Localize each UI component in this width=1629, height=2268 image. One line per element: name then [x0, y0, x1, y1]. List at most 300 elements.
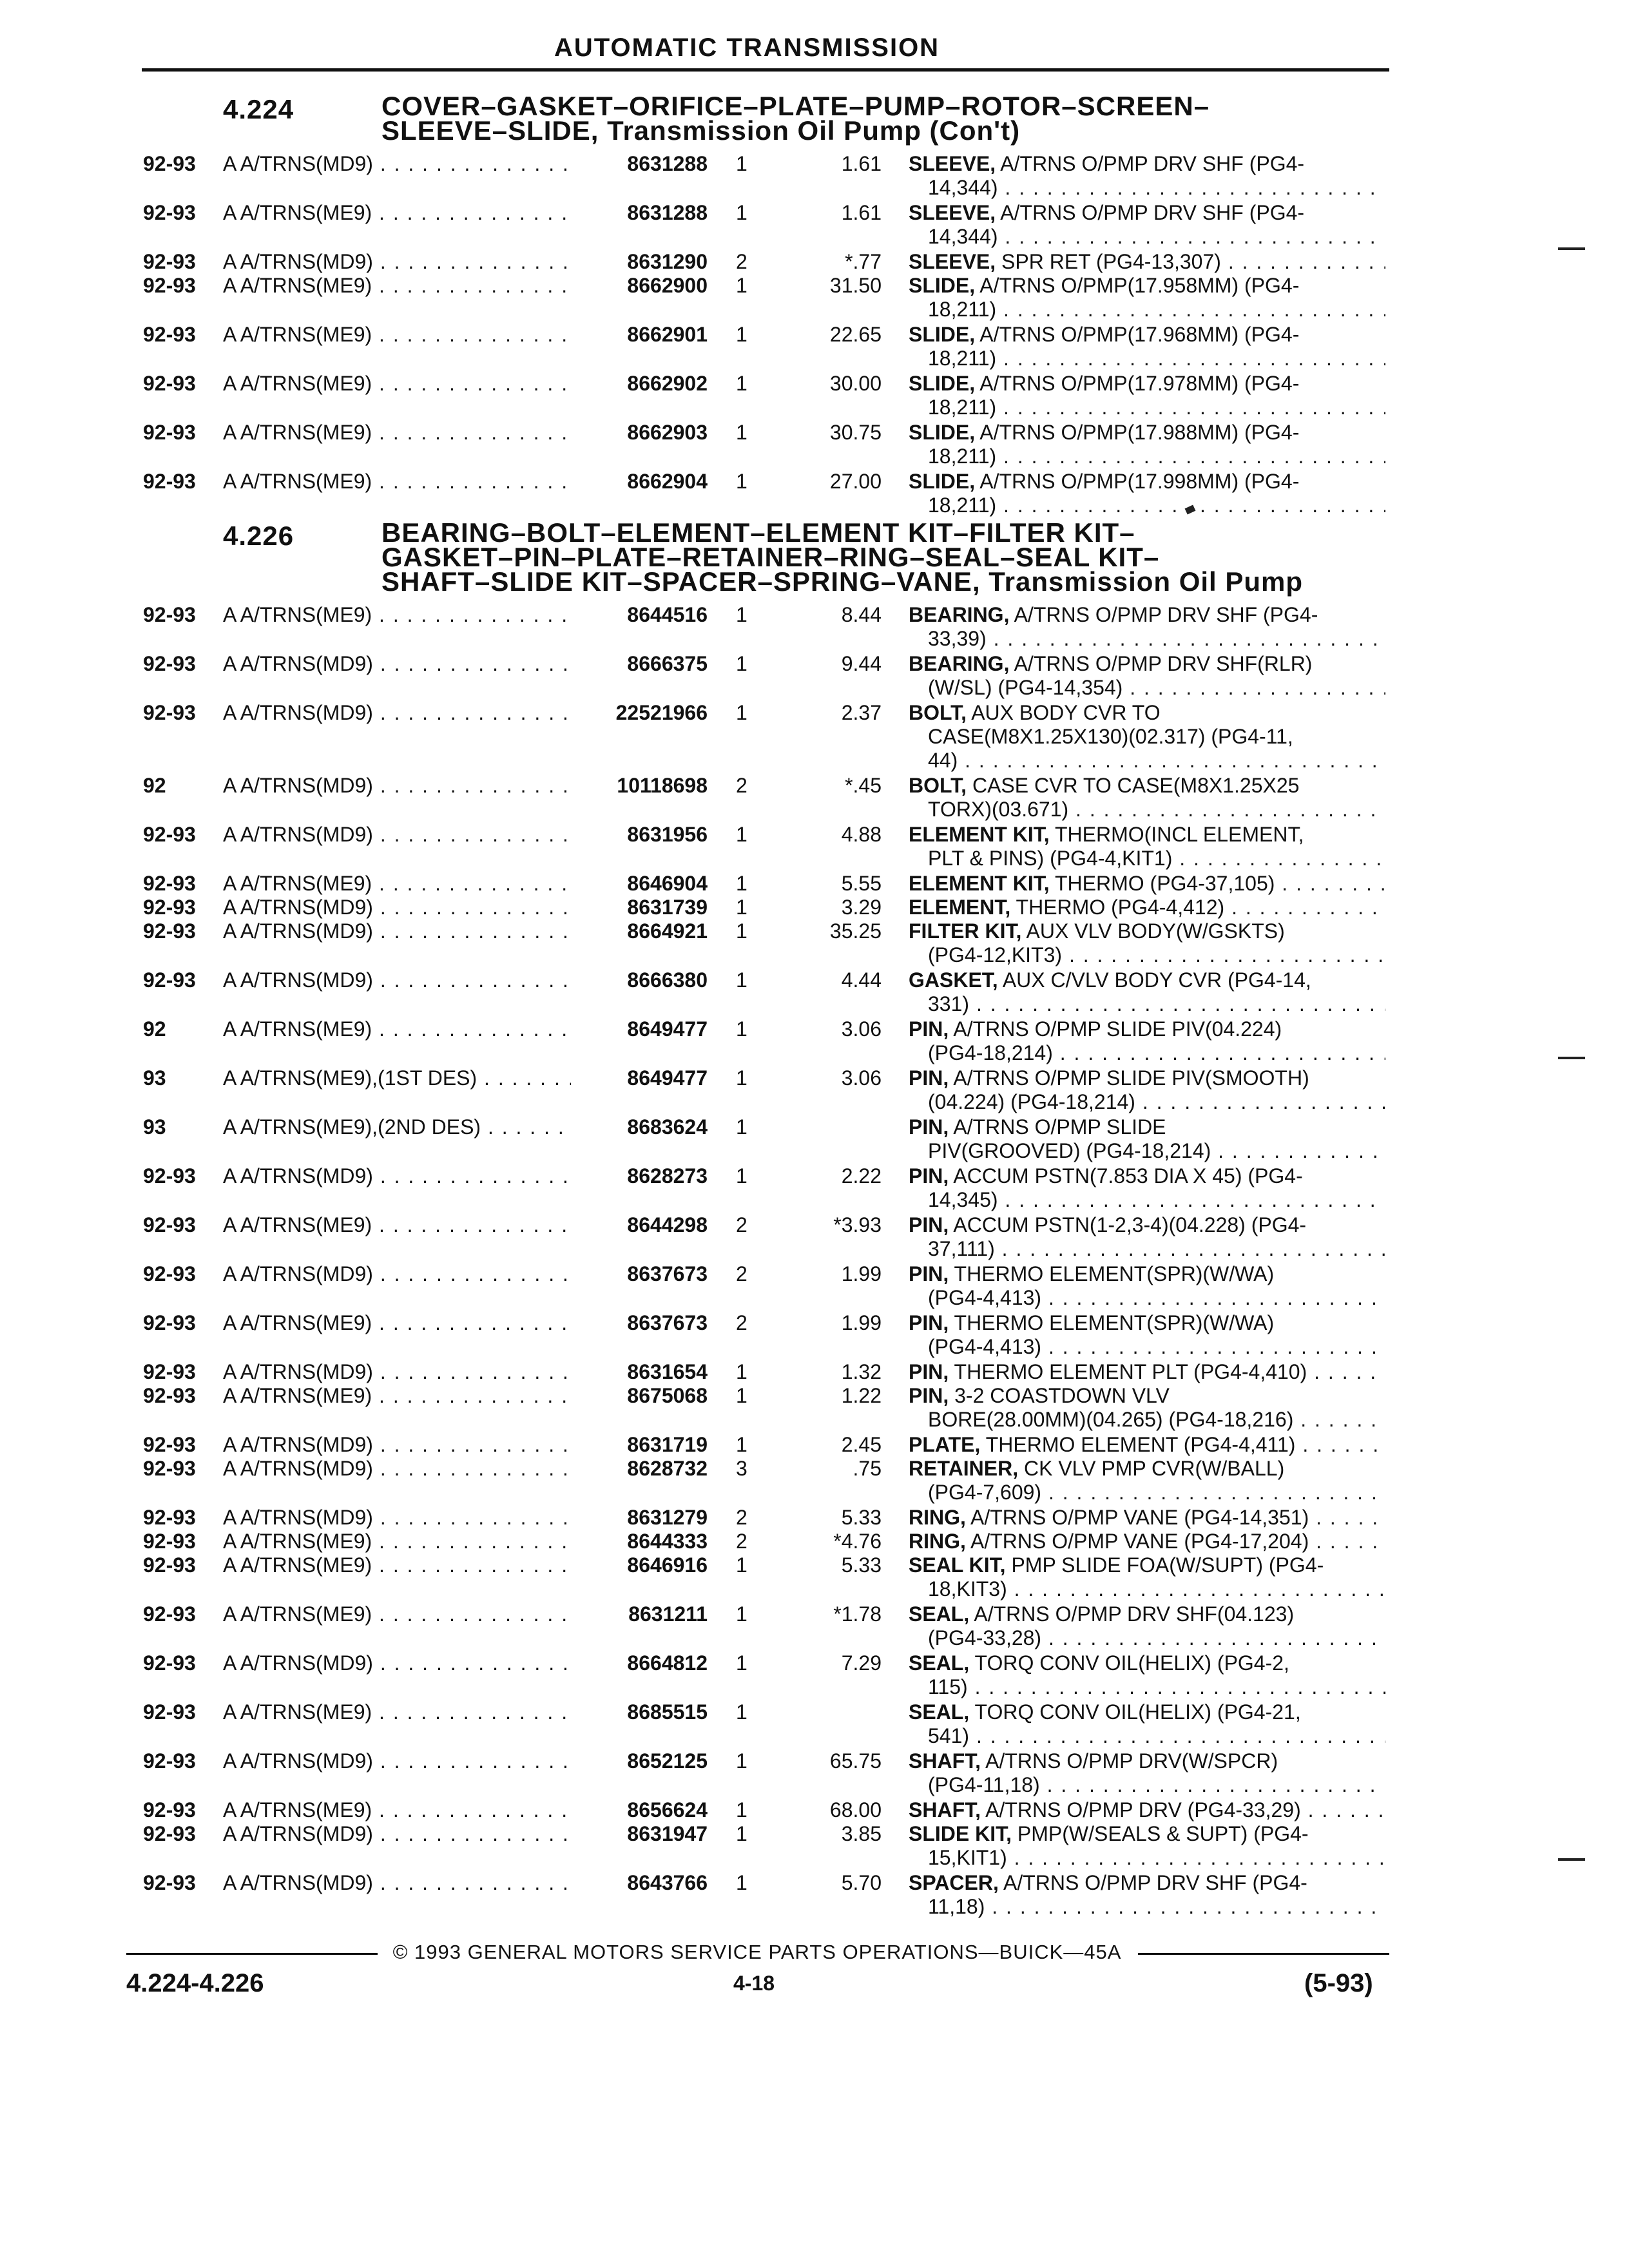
- description-line: 18,211) . . .: [909, 396, 1385, 419]
- model-cell: A A/TRNS(MD9) . . .: [223, 1506, 571, 1530]
- part-number-cell: 8664921: [627, 919, 708, 943]
- price-cell: 22.65: [829, 323, 882, 346]
- description-cell: [909, 1749, 1385, 1797]
- part-row: [0, 896, 1629, 919]
- model-cell: A A/TRNS(ME9) . . .: [223, 201, 571, 225]
- description-cell: [909, 470, 1385, 517]
- year-cell: 92-93: [143, 823, 196, 846]
- part-name: PIN,: [909, 1017, 949, 1041]
- part-row: [0, 1506, 1629, 1530]
- price-cell: 1.32: [841, 1360, 882, 1383]
- model-cell: A A/TRNS(MD9) . . .: [223, 1822, 571, 1846]
- part-number-cell: 8666375: [627, 652, 708, 675]
- description-cell: [909, 1457, 1385, 1504]
- model-cell: A A/TRNS(ME9) . . .: [223, 1798, 571, 1822]
- part-row: [0, 470, 1629, 519]
- description-line: SLEEVE, SPR RET (PG4-13,307) . . .: [909, 250, 1385, 274]
- year-cell: 92-93: [143, 470, 196, 493]
- year-cell: 93: [143, 1115, 166, 1139]
- description-line: 14,345) . . .: [909, 1188, 1385, 1212]
- quantity-cell: 1: [736, 1822, 747, 1845]
- description-line: (PG4-11,18) . . .: [909, 1773, 1385, 1797]
- description-line: FILTER KIT, AUX VLV BODY(W/GSKTS): [909, 919, 1285, 943]
- description-line: PIN, ACCUM PSTN(1-2,3-4)(04.228) (PG4-: [909, 1213, 1307, 1236]
- part-number-cell: 8637673: [627, 1262, 708, 1285]
- description-line: SEAL KIT, PMP SLIDE FOA(W/SUPT) (PG4-: [909, 1553, 1324, 1577]
- part-row: [0, 1651, 1629, 1700]
- quantity-cell: 1: [736, 1602, 747, 1626]
- part-name: ELEMENT KIT,: [909, 872, 1050, 895]
- description-cell: [909, 1311, 1385, 1359]
- price-cell: 35.25: [829, 919, 882, 943]
- quantity-cell: 1: [736, 1871, 747, 1894]
- description-line: 37,111) . . .: [909, 1237, 1385, 1261]
- description-cell: [909, 1506, 1385, 1530]
- part-name: RING,: [909, 1506, 966, 1529]
- description-line: 14,344) . . .: [909, 176, 1385, 200]
- quantity-cell: 1: [736, 372, 747, 395]
- quantity-cell: 2: [736, 1530, 747, 1553]
- part-row: [0, 1700, 1629, 1749]
- price-cell: 31.50: [829, 274, 882, 297]
- description-line: SEAL, A/TRNS O/PMP DRV SHF(04.123): [909, 1602, 1295, 1626]
- quantity-cell: 1: [736, 1017, 747, 1041]
- year-cell: 92-93: [143, 1602, 196, 1626]
- part-name: SPACER,: [909, 1871, 999, 1894]
- description-cell: [909, 1651, 1385, 1699]
- part-number-cell: 8631211: [628, 1602, 708, 1626]
- description-cell: [909, 1213, 1385, 1261]
- part-name: PIN,: [909, 1213, 949, 1236]
- part-row: [0, 1115, 1629, 1164]
- year-cell: 92-93: [143, 372, 196, 395]
- quantity-cell: 1: [736, 1798, 747, 1821]
- part-number-cell: 8646916: [627, 1553, 708, 1577]
- description-line: PIN, THERMO ELEMENT(SPR)(W/WA): [909, 1311, 1275, 1334]
- revision-date: (5-93): [1304, 1969, 1373, 1997]
- quantity-cell: 1: [736, 701, 747, 724]
- description-cell: [909, 774, 1385, 822]
- part-number-cell: 8628273: [627, 1164, 708, 1187]
- section-range: 4.224-4.226: [126, 1969, 264, 1997]
- model-cell: A A/TRNS(ME9) . . .: [223, 372, 571, 396]
- quantity-cell: 2: [736, 1262, 747, 1285]
- quantity-cell: 1: [736, 1553, 747, 1577]
- quantity-cell: 1: [736, 1749, 747, 1773]
- part-number-cell: 10118698: [617, 774, 708, 797]
- description-cell: [909, 603, 1385, 651]
- description-cell: [909, 1530, 1385, 1553]
- description-line: 15,KIT1) . . .: [909, 1846, 1385, 1870]
- description-line: PIN, THERMO ELEMENT PLT (PG4-4,410) . . .: [909, 1360, 1385, 1384]
- description-line: RING, A/TRNS O/PMP VANE (PG4-17,204) . . .: [909, 1530, 1385, 1553]
- year-cell: 92-93: [143, 1700, 196, 1724]
- part-number-cell: 8662903: [627, 421, 708, 444]
- part-row: [0, 274, 1629, 323]
- section-title-line: SHAFT–SLIDE KIT–SPACER–SPRING–VANE, Transmission Oil Pump: [381, 566, 1304, 597]
- price-cell: 5.55: [841, 872, 882, 895]
- description-line: PIN, THERMO ELEMENT(SPR)(W/WA): [909, 1262, 1275, 1285]
- part-row: [0, 652, 1629, 701]
- description-line: ELEMENT, THERMO (PG4-4,412) . . .: [909, 896, 1385, 919]
- description-cell: [909, 323, 1385, 370]
- description-line: RETAINER, CK VLV PMP CVR(W/BALL): [909, 1457, 1285, 1480]
- part-row: [0, 1457, 1629, 1506]
- description-cell: [909, 968, 1385, 1016]
- part-row: [0, 421, 1629, 470]
- description-cell: [909, 152, 1385, 200]
- model-cell: A A/TRNS(MD9) . . .: [223, 1164, 571, 1188]
- description-cell: [909, 872, 1385, 896]
- year-cell: 92-93: [143, 1433, 196, 1456]
- part-name: PIN,: [909, 1115, 949, 1139]
- description-cell: [909, 896, 1385, 919]
- description-cell: [909, 1066, 1385, 1114]
- model-cell: A A/TRNS(MD9) . . .: [223, 1262, 571, 1286]
- model-cell: A A/TRNS(ME9) . . .: [223, 1530, 571, 1553]
- description-line: SLIDE, A/TRNS O/PMP(17.978MM) (PG4-: [909, 372, 1300, 395]
- description-line: PIN, A/TRNS O/PMP SLIDE: [909, 1115, 1166, 1139]
- year-cell: 92-93: [143, 896, 196, 919]
- price-cell: 3.29: [841, 896, 882, 919]
- price-cell: 3.06: [841, 1066, 882, 1090]
- quantity-cell: 1: [736, 968, 747, 992]
- parts-list: [0, 603, 1629, 1920]
- description-line: SLIDE, A/TRNS O/PMP(17.988MM) (PG4-: [909, 421, 1300, 444]
- model-cell: A A/TRNS(ME9) . . .: [223, 323, 571, 347]
- description-line: PLATE, THERMO ELEMENT (PG4-4,411) . . .: [909, 1433, 1385, 1457]
- part-row: [0, 823, 1629, 872]
- description-line: 18,211) . . .: [909, 494, 1385, 517]
- part-number-cell: 8662902: [627, 372, 708, 395]
- part-name: SLEEVE,: [909, 201, 996, 224]
- model-cell: A A/TRNS(MD9) . . .: [223, 1360, 571, 1384]
- year-cell: 93: [143, 1066, 166, 1090]
- part-number-cell: 8631739: [627, 896, 708, 919]
- description-line: PIN, 3-2 COASTDOWN VLV: [909, 1384, 1170, 1407]
- year-cell: 92-93: [143, 1871, 196, 1894]
- quantity-cell: 1: [736, 1651, 747, 1675]
- price-cell: 68.00: [829, 1798, 882, 1821]
- part-name: RING,: [909, 1530, 966, 1553]
- section-number: 4.224: [223, 94, 294, 124]
- description-cell: [909, 1553, 1385, 1601]
- year-cell: 92-93: [143, 1384, 196, 1407]
- description-cell: [909, 274, 1385, 322]
- model-cell: A A/TRNS(MD9) . . .: [223, 701, 571, 725]
- model-cell: A A/TRNS(MD9) . . .: [223, 652, 571, 676]
- part-row: [0, 1798, 1629, 1822]
- description-line: SLEEVE, A/TRNS O/PMP DRV SHF (PG4-: [909, 152, 1305, 175]
- model-cell: A A/TRNS(MD9) . . .: [223, 823, 571, 847]
- part-row: [0, 872, 1629, 896]
- quantity-cell: 1: [736, 323, 747, 346]
- year-cell: 92-93: [143, 421, 196, 444]
- price-cell: 3.06: [841, 1017, 882, 1041]
- quantity-cell: 2: [736, 1506, 747, 1529]
- part-number-cell: 8656624: [627, 1798, 708, 1821]
- part-name: ELEMENT,: [909, 896, 1011, 919]
- section-title-line: SLEEVE–SLIDE, Transmission Oil Pump (Con't): [381, 115, 1021, 146]
- quantity-cell: 2: [736, 250, 747, 273]
- part-number-cell: 22521966: [615, 701, 708, 724]
- model-cell: A A/TRNS(ME9),(1ST DES) . . .: [223, 1066, 571, 1090]
- year-cell: 92-93: [143, 1530, 196, 1553]
- part-row: [0, 1213, 1629, 1262]
- part-row: [0, 1384, 1629, 1433]
- description-cell: [909, 1115, 1385, 1163]
- part-number-cell: 8637673: [627, 1311, 708, 1334]
- quantity-cell: 1: [736, 603, 747, 626]
- model-cell: A A/TRNS(ME9) . . .: [223, 1213, 571, 1237]
- year-cell: 92-93: [143, 1553, 196, 1577]
- part-number-cell: 8666380: [627, 968, 708, 992]
- part-number-cell: 8644298: [627, 1213, 708, 1236]
- year-cell: 92-93: [143, 274, 196, 297]
- part-row: [0, 701, 1629, 774]
- part-number-cell: 8644333: [627, 1530, 708, 1553]
- margin-mark: [1558, 1057, 1585, 1059]
- year-cell: 92-93: [143, 1798, 196, 1821]
- part-name: PIN,: [909, 1311, 949, 1334]
- part-row: [0, 1749, 1629, 1798]
- quantity-cell: 1: [736, 274, 747, 297]
- description-line: 331) . . .: [909, 992, 1385, 1016]
- description-cell: [909, 823, 1385, 870]
- year-cell: 92-93: [143, 1164, 196, 1187]
- description-line: 541) . . .: [909, 1724, 1385, 1748]
- quantity-cell: 1: [736, 152, 747, 175]
- quantity-cell: 1: [736, 1433, 747, 1456]
- description-line: 33,39) . . .: [909, 627, 1385, 651]
- part-row: [0, 1164, 1629, 1213]
- part-name: SLIDE,: [909, 323, 976, 346]
- description-line: 11,18) . . .: [909, 1895, 1385, 1919]
- description-cell: [909, 1798, 1385, 1822]
- description-cell: [909, 1384, 1385, 1432]
- model-cell: A A/TRNS(ME9),(2ND DES) . . .: [223, 1115, 571, 1139]
- part-name: SHAFT,: [909, 1798, 981, 1821]
- part-number-cell: 8644516: [627, 603, 708, 626]
- model-cell: A A/TRNS(ME9) . . .: [223, 1700, 571, 1724]
- description-cell: [909, 1164, 1385, 1212]
- quantity-cell: 1: [736, 919, 747, 943]
- part-name: SLEEVE,: [909, 250, 996, 273]
- footer-rule-right: [1138, 1953, 1389, 1955]
- copyright-line: © 1993 GENERAL MOTORS SERVICE PARTS OPERATIONS—BUICK—45A: [392, 1941, 1122, 1963]
- part-row: [0, 774, 1629, 823]
- quantity-cell: 1: [736, 872, 747, 895]
- quantity-cell: 1: [736, 823, 747, 846]
- description-cell: [909, 701, 1385, 773]
- part-name: RETAINER,: [909, 1457, 1019, 1480]
- model-cell: A A/TRNS(MD9) . . .: [223, 1433, 571, 1457]
- part-row: [0, 250, 1629, 274]
- description-line: ELEMENT KIT, THERMO (PG4-37,105) . . .: [909, 872, 1385, 896]
- description-line: ELEMENT KIT, THERMO(INCL ELEMENT,: [909, 823, 1304, 846]
- price-cell: .75: [853, 1457, 882, 1480]
- quantity-cell: 1: [736, 1700, 747, 1724]
- description-line: 18,211) . . .: [909, 347, 1385, 370]
- description-line: (PG4-4,413) . . .: [909, 1286, 1385, 1310]
- part-name: BOLT,: [909, 774, 967, 797]
- price-cell: *3.93: [833, 1213, 882, 1236]
- model-cell: A A/TRNS(MD9) . . .: [223, 1749, 571, 1773]
- model-cell: A A/TRNS(ME9) . . .: [223, 603, 571, 627]
- part-row: [0, 323, 1629, 372]
- part-number-cell: 8631288: [627, 152, 708, 175]
- description-line: (PG4-33,28) . . .: [909, 1626, 1385, 1650]
- part-number-cell: 8631956: [627, 823, 708, 846]
- quantity-cell: 2: [736, 1213, 747, 1236]
- part-row: [0, 1553, 1629, 1602]
- price-cell: 30.00: [829, 372, 882, 395]
- part-name: BEARING,: [909, 603, 1010, 626]
- year-cell: 92-93: [143, 1213, 196, 1236]
- section-title-line: GASKET–PIN–PLATE–RETAINER–RING–SEAL–SEAL KIT–: [381, 542, 1160, 572]
- description-cell: [909, 201, 1385, 249]
- part-number-cell: 8631290: [627, 250, 708, 273]
- part-name: GASKET,: [909, 968, 998, 992]
- year-cell: 92-93: [143, 872, 196, 895]
- price-cell: 1.99: [841, 1311, 882, 1334]
- quantity-cell: 1: [736, 421, 747, 444]
- description-line: 18,KIT3) . . .: [909, 1577, 1385, 1601]
- price-cell: 7.29: [841, 1651, 882, 1675]
- description-line: PLT & PINS) (PG4-4,KIT1) . . .: [909, 847, 1385, 870]
- price-cell: *.45: [845, 774, 882, 797]
- price-cell: 27.00: [829, 470, 882, 493]
- description-line: (PG4-18,214) . . .: [909, 1041, 1385, 1065]
- part-row: [0, 1017, 1629, 1066]
- model-cell: A A/TRNS(MD9) . . .: [223, 250, 571, 274]
- part-number-cell: 8631719: [627, 1433, 708, 1456]
- year-cell: 92-93: [143, 1262, 196, 1285]
- part-row: [0, 1066, 1629, 1115]
- description-line: SEAL, TORQ CONV OIL(HELIX) (PG4-2,: [909, 1651, 1289, 1675]
- model-cell: A A/TRNS(MD9) . . .: [223, 896, 571, 919]
- part-number-cell: 8675068: [627, 1384, 708, 1407]
- price-cell: 8.44: [841, 603, 882, 626]
- quantity-cell: 3: [736, 1457, 747, 1480]
- description-line: SLIDE, A/TRNS O/PMP(17.998MM) (PG4-: [909, 470, 1300, 493]
- quantity-cell: 1: [736, 1384, 747, 1407]
- price-cell: 2.45: [841, 1433, 882, 1456]
- model-cell: A A/TRNS(ME9) . . .: [223, 1602, 571, 1626]
- price-cell: 1.61: [841, 152, 882, 175]
- part-number-cell: 8631947: [627, 1822, 708, 1845]
- part-number-cell: 8662901: [627, 323, 708, 346]
- model-cell: A A/TRNS(MD9) . . .: [223, 152, 571, 176]
- part-row: [0, 1822, 1629, 1871]
- part-name: SEAL,: [909, 1700, 970, 1724]
- part-name: BOLT,: [909, 701, 967, 724]
- quantity-cell: 1: [736, 201, 747, 224]
- model-cell: A A/TRNS(ME9) . . .: [223, 1553, 571, 1577]
- description-line: 18,211) . . .: [909, 298, 1385, 322]
- year-cell: 92-93: [143, 1360, 196, 1383]
- part-name: ELEMENT KIT,: [909, 823, 1050, 846]
- description-cell: [909, 652, 1385, 700]
- model-cell: A A/TRNS(ME9) . . .: [223, 470, 571, 494]
- model-cell: A A/TRNS(ME9) . . .: [223, 421, 571, 445]
- description-cell: [909, 919, 1385, 967]
- description-line: RING, A/TRNS O/PMP VANE (PG4-14,351) . . .: [909, 1506, 1385, 1530]
- year-cell: 92-93: [143, 603, 196, 626]
- year-cell: 92-93: [143, 1822, 196, 1845]
- price-cell: 2.22: [841, 1164, 882, 1187]
- price-cell: 5.33: [841, 1553, 882, 1577]
- description-line: SLIDE KIT, PMP(W/SEALS & SUPT) (PG4-: [909, 1822, 1309, 1845]
- year-cell: 92: [143, 1017, 166, 1041]
- description-cell: [909, 1602, 1385, 1650]
- description-line: (PG4-4,413) . . .: [909, 1335, 1385, 1359]
- part-row: [0, 1433, 1629, 1457]
- model-cell: A A/TRNS(MD9) . . .: [223, 1871, 571, 1895]
- description-cell: [909, 1262, 1385, 1310]
- model-cell: A A/TRNS(ME9) . . .: [223, 1017, 571, 1041]
- description-line: 44) . . .: [909, 749, 1385, 773]
- description-line: 14,344) . . .: [909, 225, 1385, 249]
- quantity-cell: 1: [736, 1360, 747, 1383]
- model-cell: A A/TRNS(MD9) . . .: [223, 968, 571, 992]
- description-line: BOLT, AUX BODY CVR TO: [909, 701, 1161, 724]
- part-name: PLATE,: [909, 1433, 981, 1456]
- description-line: SPACER, A/TRNS O/PMP DRV SHF (PG4-: [909, 1871, 1307, 1894]
- price-cell: 2.37: [841, 701, 882, 724]
- description-cell: [909, 1871, 1385, 1919]
- model-cell: A A/TRNS(MD9) . . .: [223, 1457, 571, 1481]
- price-cell: 1.22: [841, 1384, 882, 1407]
- description-cell: [909, 1017, 1385, 1065]
- quantity-cell: 1: [736, 1115, 747, 1139]
- description-line: PIN, A/TRNS O/PMP SLIDE PIV(SMOOTH): [909, 1066, 1309, 1090]
- year-cell: 92-93: [143, 1749, 196, 1773]
- description-line: SEAL, TORQ CONV OIL(HELIX) (PG4-21,: [909, 1700, 1301, 1724]
- part-name: PIN,: [909, 1360, 949, 1383]
- section-number: 4.226: [223, 521, 294, 551]
- description-line: BORE(28.00MM)(04.265) (PG4-18,216) . . .: [909, 1408, 1385, 1432]
- price-cell: 5.70: [841, 1871, 882, 1894]
- part-row: [0, 1871, 1629, 1920]
- price-cell: 4.44: [841, 968, 882, 992]
- section-title: [381, 91, 1387, 146]
- description-cell: [909, 1700, 1385, 1748]
- description-line: PIN, A/TRNS O/PMP SLIDE PIV(04.224): [909, 1017, 1282, 1041]
- price-cell: 9.44: [841, 652, 882, 675]
- description-cell: [909, 1822, 1385, 1870]
- year-cell: 92-93: [143, 152, 196, 175]
- part-name: SEAL KIT,: [909, 1553, 1006, 1577]
- description-line: 115) . . .: [909, 1675, 1385, 1699]
- description-line: SHAFT, A/TRNS O/PMP DRV (PG4-33,29) . . .: [909, 1798, 1385, 1822]
- description-line: 18,211) . . .: [909, 445, 1385, 468]
- price-cell: 1.99: [841, 1262, 882, 1285]
- year-cell: 92: [143, 774, 166, 797]
- part-number-cell: 8646904: [627, 872, 708, 895]
- part-name: PIN,: [909, 1384, 949, 1407]
- description-cell: [909, 250, 1385, 274]
- section-title-line: COVER–GASKET–ORIFICE–PLATE–PUMP–ROTOR–SCREEN–: [381, 91, 1210, 121]
- description-line: SHAFT, A/TRNS O/PMP DRV(W/SPCR): [909, 1749, 1278, 1773]
- part-row: [0, 372, 1629, 421]
- part-name: SLEEVE,: [909, 152, 996, 175]
- part-row: [0, 968, 1629, 1017]
- quantity-cell: 1: [736, 1066, 747, 1090]
- price-cell: 1.61: [841, 201, 882, 224]
- description-cell: [909, 1433, 1385, 1457]
- quantity-cell: 1: [736, 470, 747, 493]
